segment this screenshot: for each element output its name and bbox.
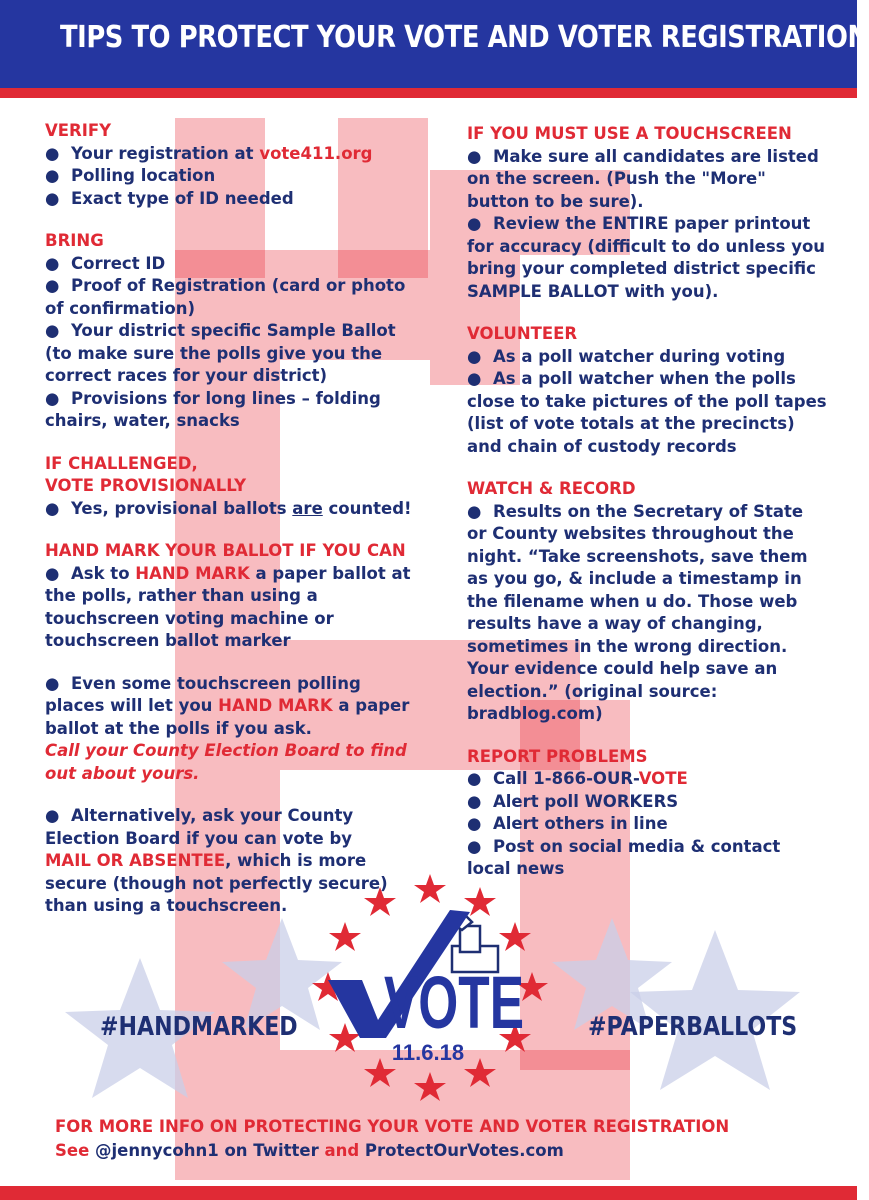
list-item: ● Provisions for long lines – folding chairs, water, snacks — [45, 388, 381, 430]
footer-heading: FOR MORE INFO ON PROTECTING YOUR VOTE AND VOTER REGISTRATION — [55, 1117, 730, 1136]
touchscreen-title: IF YOU MUST USE A TOUCHSCREEN — [467, 124, 792, 143]
bullet-icon: ● — [467, 791, 482, 811]
list-item: ● Yes, provisional ballots are counted! — [45, 498, 425, 521]
handmark-title: HAND MARK YOUR BALLOT IF YOU CAN — [45, 541, 406, 560]
bullet-icon: ● — [467, 214, 482, 233]
vote-logo — [300, 860, 560, 1120]
bullet-icon: ● — [467, 146, 482, 166]
vote411-link[interactable]: vote411.org — [259, 143, 373, 163]
list-item: ● Results on the Secretary of State or County websites throughout the night. “Take screenshots, save them as you go, & include a timestamp in the filename when u do. Those web results have a way of changing, sometimes in the wrong direction. Your evidence could help save an election.” (original source: bradblog.com) — [467, 501, 808, 723]
list-item: ● Polling location — [45, 165, 425, 188]
list-item: ● Alert others in line — [467, 813, 827, 836]
report-problems-title: REPORT PROBLEMS — [467, 746, 648, 766]
list-item: ● Even some touchscreen polling places will let you HAND MARK a paper ballot at the polls if you ask. Call your County Election Board to find out about yours. — [45, 673, 410, 783]
footer-info — [55, 1115, 835, 1163]
bullet-icon: ● — [45, 166, 60, 185]
left-column — [45, 120, 425, 918]
bullet-icon: ● — [467, 346, 482, 366]
bullet-icon: ● — [45, 563, 60, 583]
bullet-icon: ● — [45, 806, 60, 825]
bullet-icon: ● — [45, 673, 60, 693]
list-item: ● Your registration at vote411.org — [45, 143, 425, 166]
list-item: ● As a poll watcher during voting — [467, 346, 827, 369]
protectourvotes-link[interactable]: ProtectOurVotes.com — [359, 1141, 564, 1160]
list-item: ● Alternatively, ask your County Election Board if you can vote by MAIL OR ABSENTEE, which is more secure (though not perfectly secure) than using a touchscreen. — [45, 806, 388, 915]
footer-links: See @jennycohn1 on Twitter and ProtectOurVotes.com — [55, 1141, 564, 1160]
volunteer-title: VOLUNTEER — [467, 324, 578, 343]
bullet-icon: ● — [45, 276, 60, 295]
list-item: ● Ask to HAND MARK a paper ballot at the polls, rather than using a touchscreen voting machine or touchscreen ballot marker — [45, 563, 411, 650]
call-election-board-note: Call your County Election Board to find out about yours. — [45, 741, 407, 783]
footer-red-stripe — [0, 1186, 857, 1200]
list-item: ● Call 1-866-OUR-VOTE — [467, 768, 827, 791]
twitter-handle-link[interactable]: @jennycohn1 — [95, 1141, 219, 1160]
challenged-title: IF CHALLENGED, VOTE PROVISIONALLY — [45, 453, 247, 495]
verify-title: VERIFY — [45, 121, 112, 140]
list-item: ● Correct ID — [45, 253, 425, 276]
bullet-icon: ● — [45, 388, 60, 408]
bullet-icon: ● — [467, 369, 482, 388]
right-column — [467, 123, 827, 881]
list-item: ● Proof of Registration (card or photo of confirmation) — [45, 276, 406, 318]
list-item: ● As a poll watcher when the polls close to take pictures of the poll tapes (list of vote totals at the precincts) and chain of custody records — [467, 369, 827, 456]
bullet-icon: ● — [45, 253, 60, 273]
vote-word: VOTE — [384, 961, 524, 1044]
bring-title: BRING — [45, 231, 104, 250]
list-item: ● Review the ENTIRE paper printout for accuracy (difficult to do unless you bring your completed district specific SAMPLE BALLOT with you). — [467, 214, 826, 301]
list-item: ● Post on social media & contact local news — [467, 836, 781, 878]
bullet-icon: ● — [467, 814, 482, 833]
vote-date: 11.6.18 — [391, 1040, 465, 1065]
bullet-icon: ● — [467, 769, 482, 788]
hashtag-paperballots: #PAPERBALLOTS — [588, 1012, 798, 1042]
bullet-icon: ● — [467, 501, 482, 521]
list-item: ● Exact type of ID needed — [45, 188, 425, 211]
bullet-icon: ● — [45, 321, 60, 340]
list-item: ● Your district specific Sample Ballot (to make sure the polls give you the correct races for your district) — [45, 321, 396, 385]
bullet-icon: ● — [467, 836, 482, 856]
bullet-icon: ● — [45, 143, 60, 163]
list-item: ● Alert poll WORKERS — [467, 791, 827, 814]
bullet-icon: ● — [45, 498, 60, 518]
bullet-icon: ● — [45, 188, 60, 208]
header-red-stripe — [0, 88, 857, 98]
page-title: TIPS TO PROTECT YOUR VOTE AND VOTER REGISTRATION — [59, 20, 869, 55]
watch-record-title: WATCH & RECORD — [467, 479, 636, 498]
list-item: ● Make sure all candidates are listed on the screen. (Push the "More" button to be sure). — [467, 146, 819, 211]
hashtag-handmarked: #HANDMARKED — [100, 1012, 298, 1042]
